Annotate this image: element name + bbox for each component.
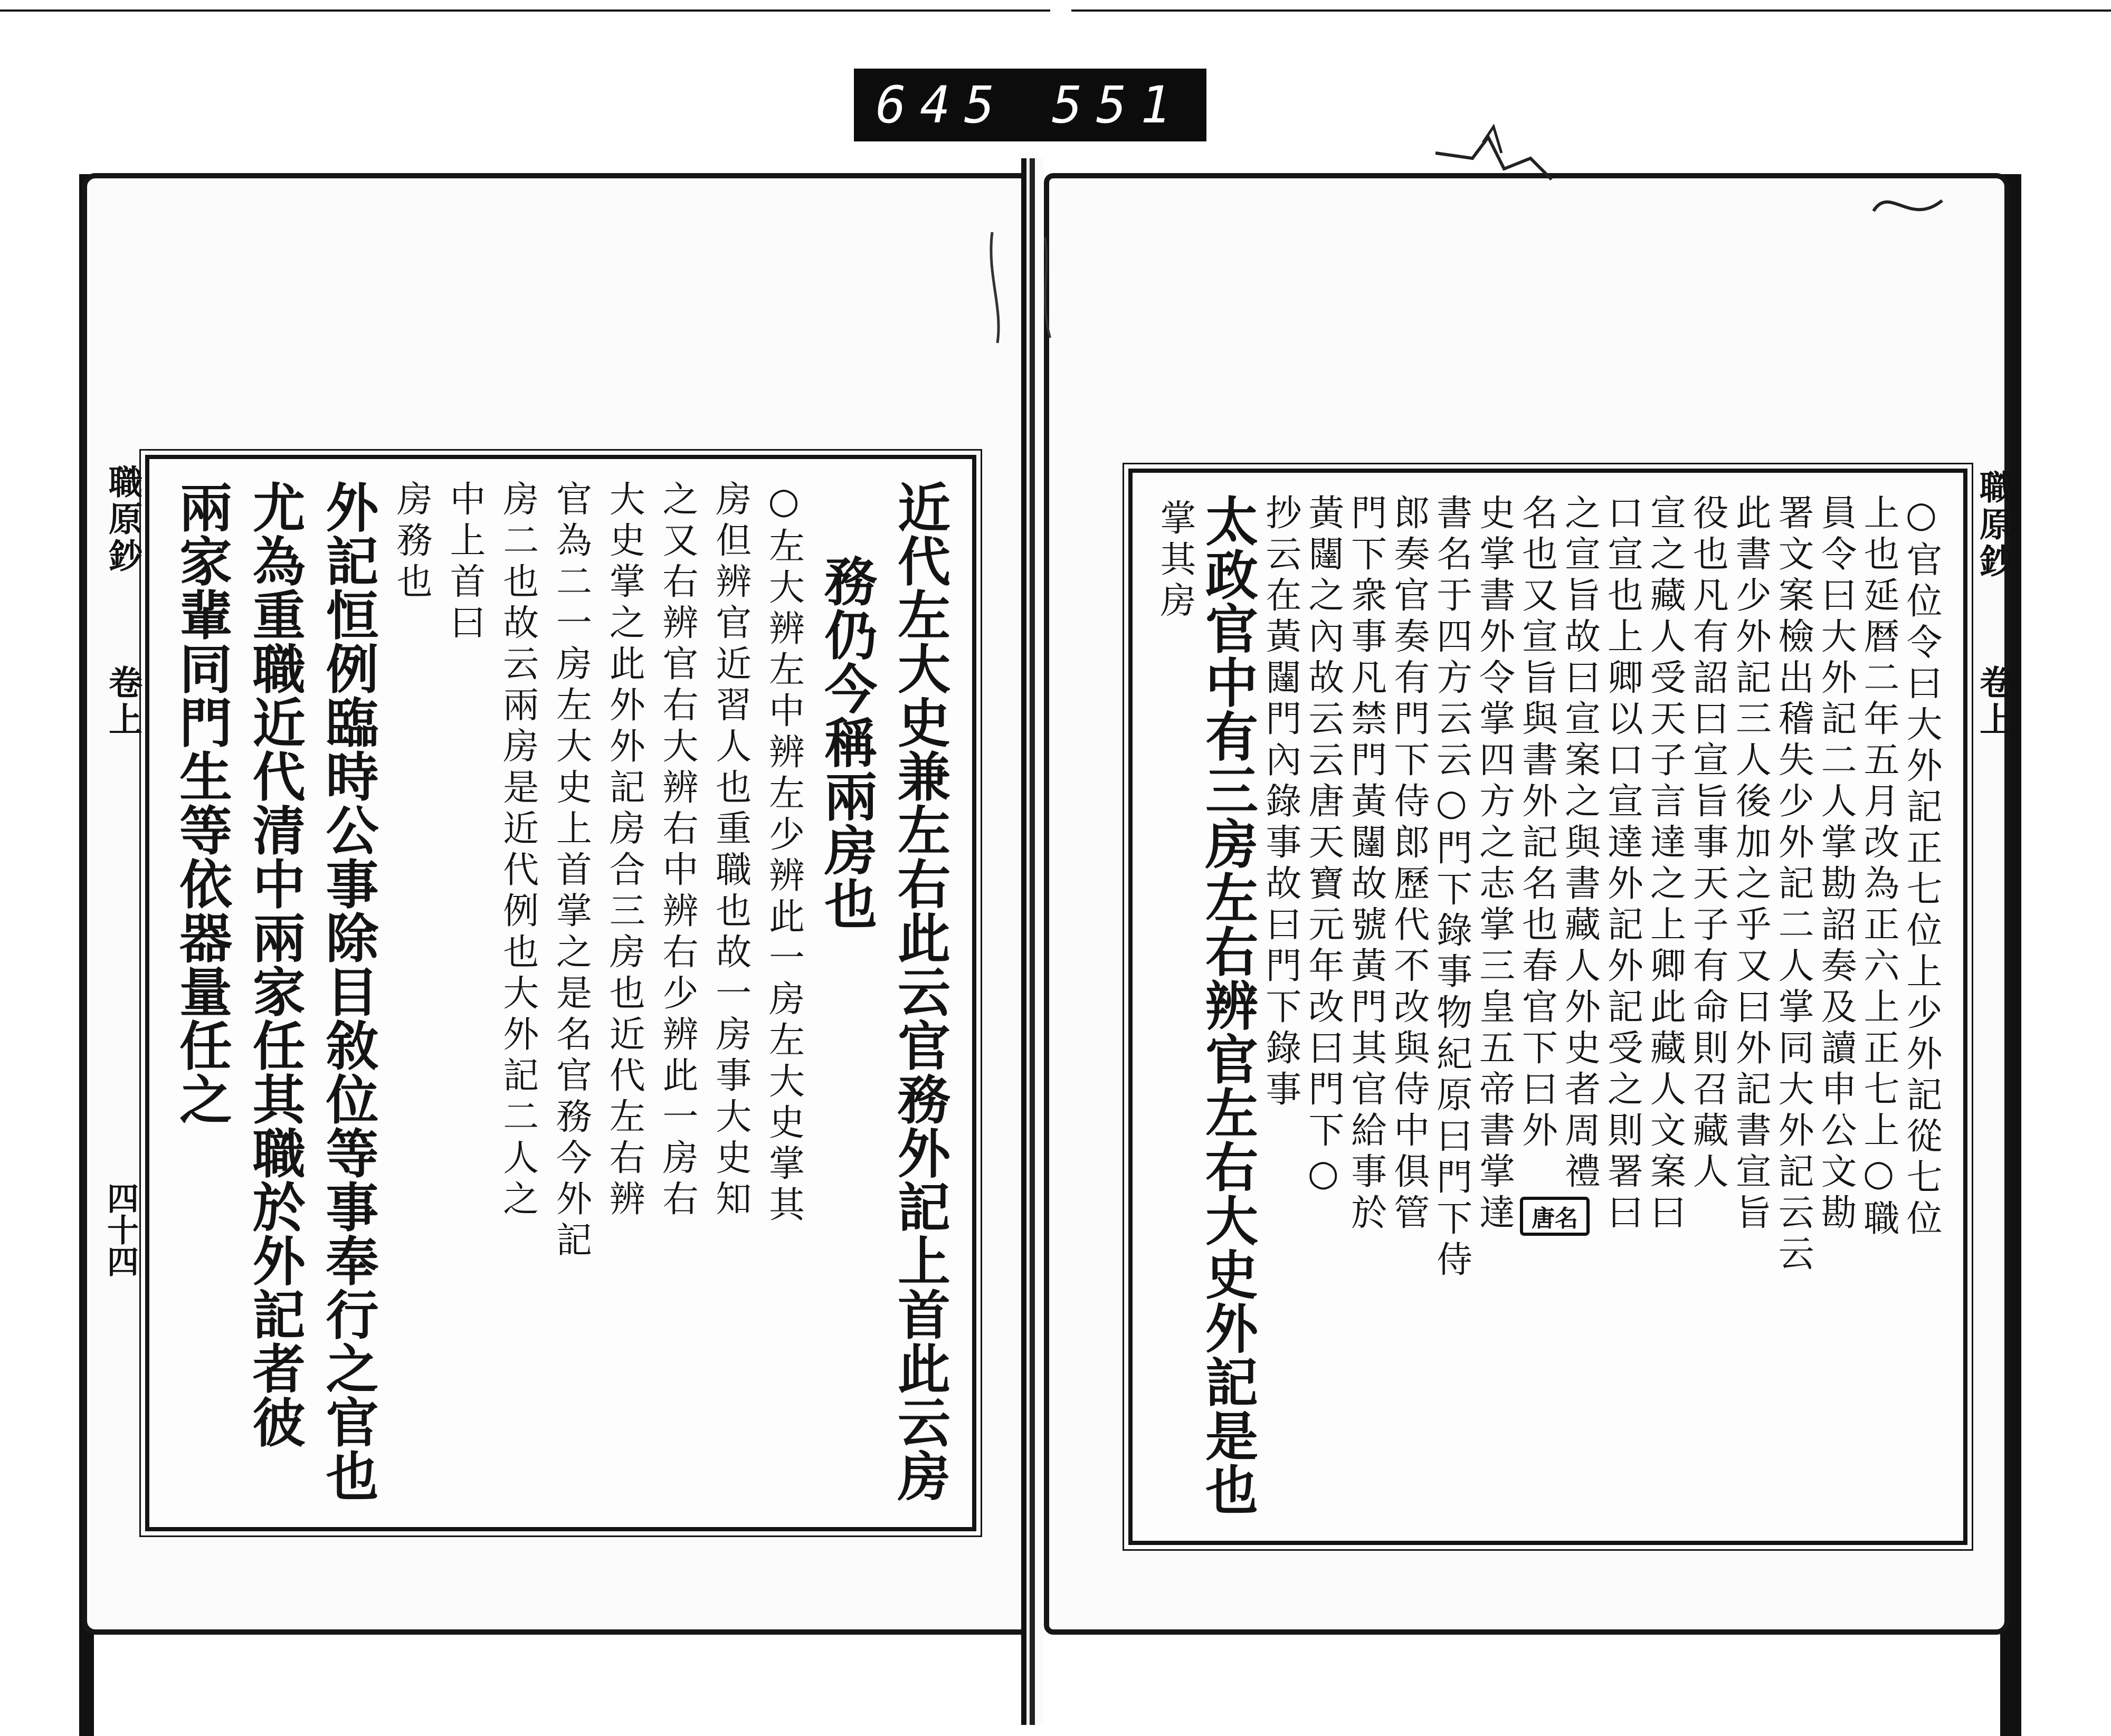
scan-border-top-left [0,9,1050,12]
right-text-column: 此書少外記三人後加之乎又曰外記書宣旨 [1729,494,1772,1235]
right-text-column: 掌其房 [1154,499,1196,623]
right-text-column: 員令曰大外記二人掌勘詔奏及讀申公文勘 [1815,494,1857,1235]
right-margin-volume: 卷上 [1974,665,2013,739]
left-text-column: 尤為重職近代清中兩家任其職於外記者彼 [243,480,306,1449]
scan-border-top-right [1071,9,2111,12]
right-text-column: 上也延暦二年五月改為正六上正七上○職 [1858,494,1899,1241]
right-text-column: 書名于四方云云○門下錄事物紀原曰門下侍 [1430,494,1472,1282]
left-text-column: ○左大辨左中辨左少辨此一房左大史掌其 [763,480,805,1227]
right-text-column: 門下衆事凡禁門黃闥故號黃門其官給事於 [1345,494,1387,1235]
left-text-column: 官為二一房左大史上首掌之是名官務今外記 [550,480,592,1262]
left-text-column: 房但辨官近習人也重職也故一房事大史知 [709,480,752,1221]
right-text-column: 宣之藏人受天子言達之上卿此藏人文案曰 [1644,494,1686,1235]
left-text-column: 中上首曰 [444,480,486,645]
right-text-column: 太政官中有三房左右辨官左右大史外記是也 [1196,494,1259,1516]
left-text-column: 之又右辨官右大辨右中辨右少辨此一房右 [657,480,698,1221]
left-text-column: 兩家輩同門生等依器量任之 [170,480,233,1126]
right-text-column: 口宣也上卿以口宣達外記外記受之則署曰 [1601,494,1643,1235]
left-text-column: 外記恒例臨時公事除目敘位等事奉行之官也 [317,480,379,1503]
left-text-block [145,455,976,1531]
left-text-column: 務仍今稱兩房也 [815,554,878,931]
left-text-columns [170,480,951,1506]
book-spine [1021,158,1043,1725]
left-text-column: 近代左大史兼左右此云官務外記上首此云房 [889,480,951,1503]
right-text-columns [1154,494,1942,1520]
right-text-column: ○官位令曰大外記正七位上少外記從七位 [1900,494,1942,1241]
seal-stamp: 唐名 [1520,1197,1590,1236]
frame-number-right: 551 [1052,75,1185,135]
right-text-block [1128,469,1967,1545]
right-text-column: 署文案檢出稽失少外記二人掌同大外記云云 [1772,494,1814,1276]
left-margin-title: 職原鈔 [103,464,142,575]
left-page-number: 四十四 [102,1182,139,1277]
right-text-column: 名也又宣旨與書外記名也春官下曰外 [1516,494,1558,1152]
right-text-column: 之宣旨故曰宣案之與書藏人外史者周禮 [1558,494,1601,1194]
left-text-column: 房務也 [391,480,433,604]
right-text-column: 史掌書外令掌四方之志掌三皇五帝書掌達 [1473,494,1515,1235]
right-text-column: 役也凡有詔曰宣旨事天子有命則召藏人 [1687,494,1729,1194]
left-margin-volume: 卷上 [103,665,142,739]
left-text-column: 大史掌之此外外記房合三房也近代左右辨 [603,480,645,1221]
right-text-column: 黃闥之內故云云唐天寶元年改曰門下○ [1302,494,1344,1199]
right-text-column: 郎奏官奏有門下侍郎歷代不改與侍中俱管 [1387,494,1430,1235]
film-frame-label [854,69,1206,141]
right-text-column: 抄云在黃闥門內錄事故曰門下錄事 [1259,494,1301,1111]
left-text-column: 房二也故云兩房是近代例也大外記二人之 [497,480,539,1221]
frame-number-left: 645 [876,75,1009,135]
right-margin-title: 職原鈔 [1974,470,2013,580]
